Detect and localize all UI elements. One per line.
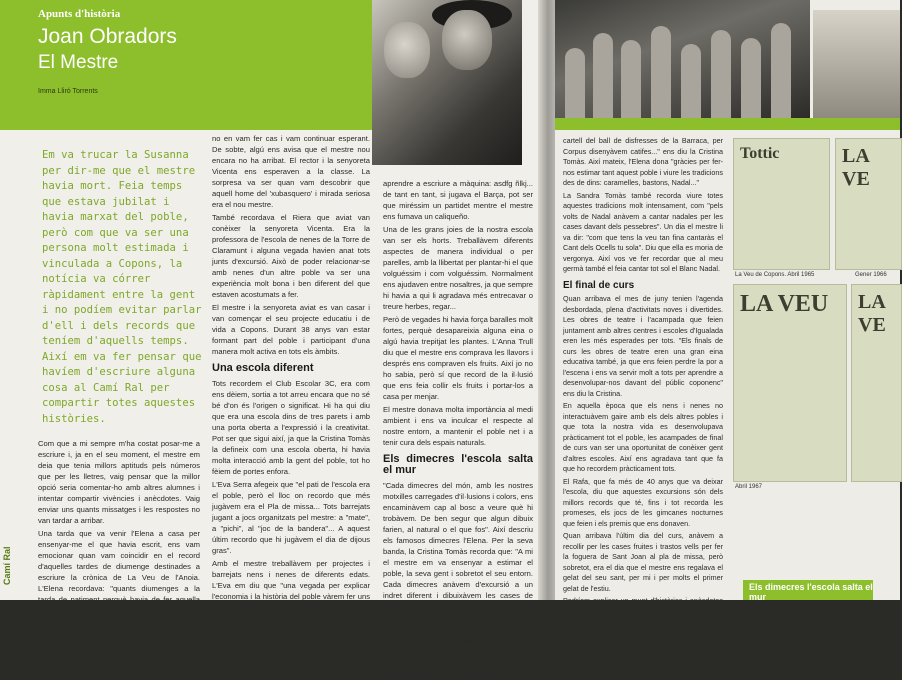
paragraph: Però de vegades hi havia força baralles molt fortes, perquè desapareixia alguna eina o algú havia trepitjat les plantes. L'Anna Trull diu que el mestre ens comprava les llavors i després ens compraven els fruits. Així jo no ho sabia, però sí que record de la il·lusió que ens feia collir els fruits i portar-los a casa per menjar. — [383, 315, 533, 401]
accent-strip — [555, 118, 900, 130]
bottom-heading: Els dimecres l'escola salta el mur — [749, 582, 873, 602]
header-band — [0, 0, 372, 130]
paragraph: Podríem explicar un munt d'històries i anècdotes d'aquella època, però el més important és el que ens ha quedat de tot plegat, el que ens van aportar aquells anys a l'escola. — [563, 596, 723, 637]
class-group-photo — [555, 0, 810, 118]
photo-figure — [741, 38, 761, 118]
article-title: Joan Obradors — [38, 25, 177, 48]
newspaper-clipping — [733, 138, 830, 270]
lead-text: Em va trucar la Susanna per dir-me que el mestre havia mort. Feia temps que estava jubilat i havia marxat del poble, però com que va ser una persona molt estimada i vinculada a Copons, la notícia va córrer ràpidament entre la gent i no podíem evitar parlar d'ell i dels records que teníem d'aquells temps. Així em va fer pensar que havíem d'escriure alguna cosa al Camí Ral per compartir totes aquestes històries. — [42, 149, 202, 425]
paragraph: Tots recordem el Club Escolar 3C, era com ens dèiem, sortia a tot arreu encara que no sé bé d'on és l'origen o significat. Hi ha qui diu que era una escola dins de tres parets i amb una porta oberta a l'expressió i la creativitat. Pot ser que sigui així, ja que la Cristina Tomàs la defineix com una escola oberta, hi havia molta interacció amb la gent del poble, tot ho fèiem de portes enfora. — [212, 379, 370, 476]
photo-figure — [565, 48, 585, 118]
paragraph: El mestre i la senyoreta aviat es van casar i van començar el seu projecte educatiu i de vida a Copons. Durant 38 anys van estar formant part del poble i participant d'una manera molt activa en tots els àmbits. — [212, 303, 370, 356]
paragraph: També recordava el Riera que aviat van conèixer la senyoreta Vicenta. Era la professora de l'escola de nenes de la Torre de Claramunt i alguna vegada havien anat tots junts d'excursió. Això de poder relacionar-se amb nenes d'un altre poble va ser una experiència molt bona i ben diferent del que estaven acostumats a fer. — [212, 213, 370, 299]
portrait-photo — [372, 0, 522, 165]
paragraph: Quan arribava l'últim dia del curs, anàvem a recollir per les cases fruites i trastos vells per fer la foguera de Sant Joan al pla de missa, però sobretot, era el dia que el mestre ens regalava el gelat del seu sant, per mi i per molts el primer gelat de l'estiu. — [563, 531, 723, 593]
right-page — [555, 0, 900, 637]
right-column — [563, 136, 723, 637]
paragraph: La Sandra Tomàs també recorda viure totes aquestes tradicions molt intensament, com "pels volts de Nadal anàvem a cantar nadales per les cases davant dels pessebres". Un dia el mestre li va dir: "com que tens la veu tan fina cantaràs el Cant dels Ocells tu sola". Diu que ella es moria de vergonya. Així vos ve fer recordar que al meu germà també el feia cantar tot sol el Blanc Nadal. — [563, 190, 723, 273]
paragraph: aprendre a escriure a màquina: asdfg ñlkj... de tant en tant, si jugava el Barça, pot ser que miréssim un partidet mentre el mestre ens fumava un caliqueño. — [383, 179, 533, 221]
photo-figure — [711, 30, 731, 118]
photo-figure — [593, 33, 613, 118]
section-label: Apunts d'història — [38, 8, 121, 20]
paragraph: Les excursions dels dimecres són uns dels millors records que tenim d'aquella època, gairebé tots hem sortit per explicar d'aquelles sortides. En vaig trobar un dia després de sopar amb l'Anna Trull i el Pere Puig i ràpidament va sortir el tema. — [383, 615, 533, 679]
clipping-masthead: LA VE — [858, 291, 886, 336]
clipping-masthead: LA VEU — [740, 291, 829, 317]
paragraph: El Rafa, que fa més de 40 anys que va deixar l'escola, diu que aquestes excursions són dels millors records que té, fins i tot recorda les promeses, els jocs de les gimcanes nocturnes que feien i els premis que ens donaven. — [563, 476, 723, 528]
magazine-name: Camí Ral — [2, 546, 12, 585]
newspaper-clipping — [851, 284, 902, 482]
paragraph: Com que a mi sempre m'ha costat posar-me a escriure i, ja en el seu moment, el mestre em deia que tenia millors aptituds pels números que per les lletres, vaig pensar que la millor opció seria comentar-ho amb altres alumnes i intentar compartir vivències i anècdotes. Vaig enviar uns quants missatges i les respostes no van tardar a arribar. — [38, 439, 200, 525]
paragraph: En aquella època que els nens i nenes no interactuàvem gaire amb els dels altres pobles i que tota la nostra vida es desenvolupava pràcticament tot el poble, les acampades de final de curs van ser una oportunitat de conèixer gent d'altres escoles. Així ens agradava tant que fa que ho recordem pràcticament tots. — [563, 401, 723, 473]
clipping-caption: Abril 1967 — [735, 484, 763, 490]
subheading: Una escola diferent — [212, 362, 314, 374]
lead-paragraph — [42, 148, 202, 427]
photo-figure — [442, 10, 492, 70]
subheading: Els dimecres l'escola salta el mur — [383, 453, 533, 476]
photo-figure — [771, 23, 791, 118]
paragraph: Una de les grans joies de la nostra escola van ser els horts. Treballàvem diferents aspectes de manera individual o per parelles, amb la llibertat per plantar-hi el que volguéssim i com volguéssim. Normalment ens ajudaven entre nosaltres, ja que sempre hi havia a qui li agradava més entrecavar o treure herbes, regar... — [383, 225, 533, 311]
newspaper-clipping — [733, 284, 847, 482]
paragraph: El mestre donava molta importància al medi ambient i ens va inculcar el respecte al nostre entorn, a mantenir el poble net i a tenir cura dels espais naturals. — [383, 405, 533, 447]
paragraph: L'Eva Serra afegeix que "el pati de l'escola era el poble, però el lloc on recordo que més jugàvem era el Pla de missa... Tots barrejats jugant a jocs organitzats pel mestre: a "mate", a "pichi", al "joc de la bandera"... A aquest últim recordo que hi jugàvem el dia de dijous gras". — [212, 480, 370, 555]
clipping-masthead: Tottic — [740, 145, 780, 162]
bottom-heading-bar — [743, 580, 873, 600]
column-2 — [212, 133, 370, 645]
clipping-caption: Gener 1966 — [855, 272, 887, 278]
paragraph: Amb el mestre treballàvem per projectes i barrejats nens i nenes de diferents edats. L'Eva em diu que "una vegada per explicar l'economia i la història del poble vàrem fer uns murals. Tots els alumnes dels 6 fins als 14 anys aprenent els mateixos continguts, cadascú en el seu nivell". Recorde que un dels projectes importants va ser La Flora Catalana — [212, 559, 370, 645]
clipping-masthead: LA VE — [842, 145, 870, 190]
paragraph: Una tarda que va venir l'Elena a casa per ensenyar-me el que havia escrit, ens vam emocionar quan vam coincidir en el record d'aquelles tardes de diumenge destinades a escriure la crònica de La Veu de l'Anoia. L'Elena recordava: "quants diumenges a la tarda de patiment perquè havia de fer aquella notícia que després ell corregiria i ens faria ampliaria... Però el cas és que sortia — [38, 529, 200, 626]
photo-figure — [384, 22, 430, 78]
photo-figure — [681, 44, 701, 118]
teacher-photo — [813, 10, 900, 118]
newspaper-clipping — [835, 138, 902, 270]
clipping-caption: La Veu de Copons. Abril 1965 — [735, 272, 815, 278]
subheading: El final de curs — [563, 279, 635, 291]
paragraph: "Cada dimecres del món, amb les nostres motxilles carregades d'il·lusions i colors, ens encaminàvem cap al bosc a veure què hi trobàvem. De ben segur que algun dibuix farien, al natural o el que fos". Així descriu els famosos dimecres l'Elena. Per la seva banda, la Cristina Tomàs recorda que: "A mi el mestre em va ensenyar a estimar el poble, la seva gent i sobretot el seu entorn. Cada dimecres anàvem d'excursió a un indret diferent i dibuixàvem les cases de pagès del voltant". — [383, 481, 533, 611]
photo-figure — [621, 40, 641, 118]
paragraph: Quan arribava el mes de juny tenien l'agenda desbordada, plena d'activitats noves i divertides. Les obres de teatre i l'acampada que feien juntament amb altres centres i escoles d'Igualada eren les més esperades per tots. "Els finals de curs les obres de teatre eren una gran eina educativa també, ja que ens feien perdre la por a l'escena i ens va servir molt a tots per aprendre a desenvolupar-nos davant del públic coponenc" ens diu la Cristina. — [563, 294, 723, 398]
paragraph: cartell del ball de disfresses de la Barraca, per Corpus disenyàvem catifes..." ens diu la Cristina Tomàs. Així mateix, l'Elena dona "gràcies per fer-nos estimar tant aquest poble i viure les tradicions des de dins: caramelles, bastons, Nadal..." — [563, 136, 723, 187]
byline: Imma Lliró Torrents — [38, 88, 98, 95]
column-3 — [383, 178, 533, 679]
photo-figure — [651, 26, 671, 118]
paragraph: no en vam fer cas i vam continuar esperant. De sobte, algú ens avisa que el mestre nou encara no ha arribat. El rector i la senyoreta Vicenta ens esperaven a la classe. La sorpresa va ser quan vam descobrir que aquell home del 'xubasquero' i mirada seriosa era el nou mestre. — [212, 134, 370, 209]
column-1 — [38, 438, 200, 629]
article-subtitle: El Mestre — [38, 52, 119, 73]
